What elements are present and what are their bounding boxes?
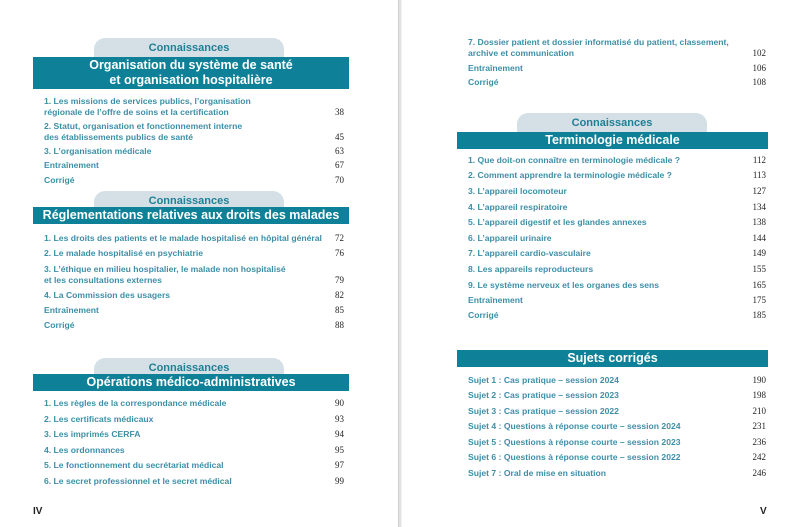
section-kicker: Connaissances bbox=[517, 113, 707, 135]
toc-entry[interactable]: Sujet 7 : Oral de mise en situation 246 bbox=[468, 468, 766, 478]
toc-entry[interactable]: 9. Le système nerveux et les organes des sens 165 bbox=[468, 280, 766, 290]
page-number: 102 bbox=[752, 47, 766, 58]
toc-entry[interactable]: 7. Dossier patient et dossier informatisé du patient, classement, archive et communication 102 bbox=[468, 37, 766, 58]
toc-entry[interactable]: 2. Statut, organisation et fonctionnement interne des établissements publics de santé 45 bbox=[44, 121, 344, 142]
toc-entry[interactable]: 2. Comment apprendre la terminologie médicale ? 113 bbox=[468, 170, 766, 180]
section-kicker: Connaissances bbox=[94, 38, 284, 60]
toc-entry[interactable]: Entraînement 106 bbox=[468, 63, 766, 73]
left-page bbox=[0, 0, 398, 527]
page-number: 88 bbox=[335, 320, 344, 330]
page-number: 134 bbox=[752, 202, 766, 212]
section-title: Réglementations relatives aux droits des malades bbox=[33, 207, 349, 224]
page-number: 144 bbox=[752, 233, 766, 243]
page-number: 112 bbox=[752, 155, 766, 165]
toc-entry[interactable]: 4. Les ordonnances 95 bbox=[44, 445, 344, 455]
toc-entry[interactable]: 4. La Commission des usagers 82 bbox=[44, 290, 344, 300]
page-number: 175 bbox=[752, 295, 766, 305]
toc-entry[interactable]: 1. Les droits des patients et le malade hospitalisé en hôpital général 72 bbox=[44, 233, 344, 243]
page-number: 108 bbox=[752, 77, 766, 87]
page-number: 90 bbox=[335, 398, 344, 408]
page-number: 45 bbox=[335, 131, 344, 142]
page-number: 97 bbox=[335, 460, 344, 470]
page-number: 190 bbox=[752, 375, 766, 385]
page-number: 231 bbox=[752, 421, 766, 431]
page-number: 242 bbox=[752, 452, 766, 462]
toc-entry[interactable]: 1. Les missions de services publics, l’organisation régionale de l’offre de soins et la certification 38 bbox=[44, 96, 344, 117]
page-number: 165 bbox=[752, 280, 766, 290]
section-title: Organisation du système de santé et organisation hospitalière bbox=[33, 57, 349, 89]
toc-entry[interactable]: 6. L’appareil urinaire 144 bbox=[468, 233, 766, 243]
page-number: 82 bbox=[335, 290, 344, 300]
section-kicker: Connaissances bbox=[94, 358, 284, 380]
toc-entry[interactable]: Entraînement 175 bbox=[468, 295, 766, 305]
toc-entry[interactable]: Entraînement 85 bbox=[44, 305, 344, 315]
right-page bbox=[402, 0, 800, 527]
toc-entry[interactable]: Corrigé 88 bbox=[44, 320, 344, 330]
toc-entry[interactable]: Corrigé 108 bbox=[468, 77, 766, 87]
page-number: 246 bbox=[752, 468, 766, 478]
section-kicker: Connaissances bbox=[94, 191, 284, 213]
page-number: 94 bbox=[335, 429, 344, 439]
toc-entry[interactable]: 1. Les règles de la correspondance médicale 90 bbox=[44, 398, 344, 408]
toc-entry[interactable]: Sujet 1 : Cas pratique – session 2024 190 bbox=[468, 375, 766, 385]
page-number: 38 bbox=[335, 106, 344, 117]
page-number: 79 bbox=[335, 274, 344, 285]
page-number: 93 bbox=[335, 414, 344, 424]
page-number: 76 bbox=[335, 248, 344, 258]
toc-entry[interactable]: 5. Le fonctionnement du secrétariat médical 97 bbox=[44, 460, 344, 470]
page-number: 95 bbox=[335, 445, 344, 455]
toc-entry[interactable]: Sujet 3 : Cas pratique – session 2022 210 bbox=[468, 406, 766, 416]
page-number: 185 bbox=[752, 310, 766, 320]
toc-entry[interactable]: 3. L’éthique en milieu hospitalier, le malade non hospitalisé et les consultations externes 79 bbox=[44, 264, 344, 285]
page-number: 198 bbox=[752, 390, 766, 400]
toc-entry[interactable]: Corrigé 185 bbox=[468, 310, 766, 320]
toc-entry[interactable]: 3. L’appareil locomoteur 127 bbox=[468, 186, 766, 196]
page-number: 72 bbox=[335, 233, 344, 243]
toc-entry[interactable]: 1. Que doit-on connaître en terminologie médicale ? 112 bbox=[468, 155, 766, 165]
toc-entry[interactable]: 5. L’appareil digestif et les glandes annexes 138 bbox=[468, 217, 766, 227]
page-number: 106 bbox=[752, 63, 766, 73]
page-number: 67 bbox=[335, 160, 344, 170]
toc-entry[interactable]: Sujet 4 : Questions à réponse courte – session 2024 231 bbox=[468, 421, 766, 431]
toc-entry[interactable]: 2. Les certificats médicaux 93 bbox=[44, 414, 344, 424]
page-folio: V bbox=[760, 506, 767, 517]
page-number: 236 bbox=[752, 437, 766, 447]
toc-entry[interactable]: 3. Les imprimés CERFA 94 bbox=[44, 429, 344, 439]
toc-entry[interactable]: 2. Le malade hospitalisé en psychiatrie 76 bbox=[44, 248, 344, 258]
section-title: Terminologie médicale bbox=[457, 132, 768, 149]
page-number: 138 bbox=[752, 217, 766, 227]
page-number: 113 bbox=[752, 170, 766, 180]
page-number: 210 bbox=[752, 406, 766, 416]
toc-entry[interactable]: Sujet 6 : Questions à réponse courte – session 2022 242 bbox=[468, 452, 766, 462]
toc-entry[interactable]: Sujet 2 : Cas pratique – session 2023 198 bbox=[468, 390, 766, 400]
page-folio: IV bbox=[33, 506, 43, 517]
toc-entry[interactable]: Entraînement 67 bbox=[44, 160, 344, 170]
page-number: 155 bbox=[752, 264, 766, 274]
toc-entry[interactable]: 4. L’appareil respiratoire 134 bbox=[468, 202, 766, 212]
section-title: Opérations médico-administratives bbox=[33, 374, 349, 391]
toc-entry[interactable]: Sujet 5 : Questions à réponse courte – session 2023 236 bbox=[468, 437, 766, 447]
toc-entry[interactable]: 8. Les appareils reproducteurs 155 bbox=[468, 264, 766, 274]
toc-entry[interactable]: Corrigé 70 bbox=[44, 175, 344, 185]
page-number: 99 bbox=[335, 476, 344, 486]
page-number: 70 bbox=[335, 175, 344, 185]
page-number: 85 bbox=[335, 305, 344, 315]
page-number: 149 bbox=[752, 248, 766, 258]
toc-entry[interactable]: 6. Le secret professionnel et le secret médical 99 bbox=[44, 476, 344, 486]
toc-entry[interactable]: 7. L’appareil cardio-vasculaire 149 bbox=[468, 248, 766, 258]
toc-entry[interactable]: 3. L’organisation médicale 63 bbox=[44, 146, 344, 156]
section-title: Sujets corrigés bbox=[457, 350, 768, 367]
page-number: 127 bbox=[752, 186, 766, 196]
page-number: 63 bbox=[335, 146, 344, 156]
